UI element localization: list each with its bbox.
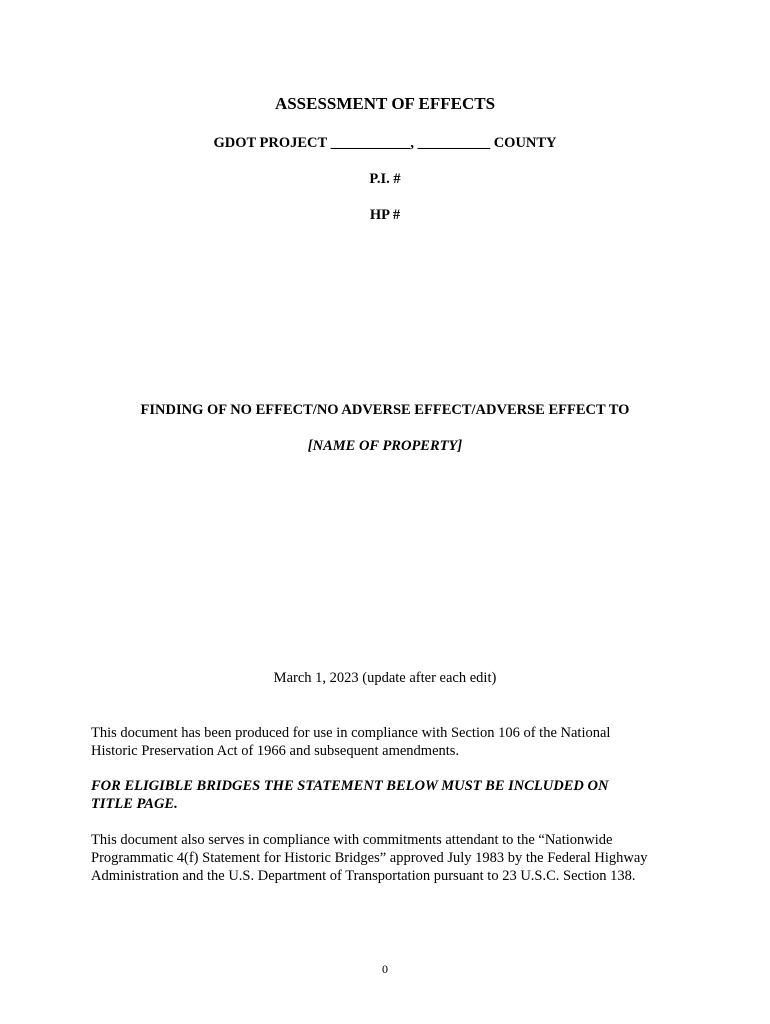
project-line: GDOT PROJECT ___________, __________ COUNTY [213,135,557,151]
compliance-line: Historic Preservation Act of 1966 and subsequent amendments. [91,743,460,759]
commitments-line: Administration and the U.S. Department of Transportation pursuant to 23 U.S.C. Section 138. [91,868,636,884]
compliance-paragraph [91,724,691,760]
bridges-notice-line: TITLE PAGE. [91,796,178,812]
compliance-line: This document has been produced for use in compliance with Section 106 of the National [91,725,611,741]
bridges-notice [91,777,691,813]
page-number: 0 [382,962,388,976]
pi-number-line: P.I. # [369,171,401,187]
document-title: ASSESSMENT OF EFFECTS [274,94,496,113]
commitments-paragraph [91,831,691,885]
property-name: [NAME OF PROPERTY] [307,438,463,454]
finding-heading: FINDING OF NO EFFECT/NO ADVERSE EFFECT/ADVERSE EFFECT TO [140,402,630,418]
hp-number-line: HP # [369,207,401,223]
commitments-line: This document also serves in compliance with commitments attendant to the “Nationwide [91,832,613,848]
commitments-line: Programmatic 4(f) Statement for Historic Bridges” approved July 1983 by the Federal Highway [91,850,648,866]
document-date: March 1, 2023 (update after each edit) [273,670,497,686]
bridges-notice-line: FOR ELIGIBLE BRIDGES THE STATEMENT BELOW MUST BE INCLUDED ON [91,778,609,794]
